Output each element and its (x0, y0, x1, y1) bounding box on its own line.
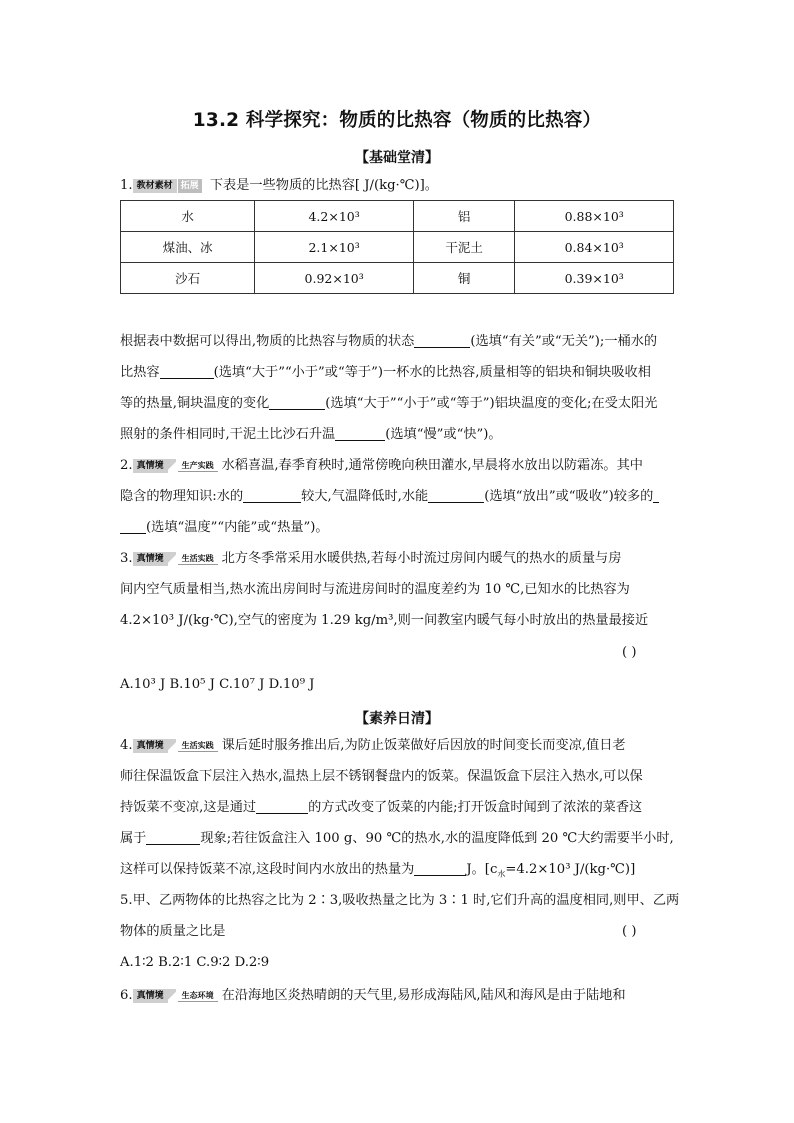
table-row (121, 201, 674, 232)
table-row (121, 232, 674, 263)
table-cell: 0.88×10³ (515, 201, 674, 232)
table-cell: 干泥土 (413, 232, 514, 263)
question-4-line-1: 4. 真情境 生活实践 课后延时服务推出后,为防止饭菜做好后因放的时间变长而变凉,值日老 (120, 738, 626, 753)
question-4-line-3: 持饭菜不变凉,这是通过 的方式改变了饭菜的内能;打开饭盒时闻到了浓浓的菜香这 (120, 800, 643, 815)
answer-blank[interactable] (428, 488, 484, 503)
question-1-line-3: 等的热量,铜块温度的变化 (选填“大于”“小于”或“等于”)铝块温度的变化;在受太阳光 (120, 396, 658, 411)
real-scenario-badge: 真情境 生活实践 (133, 552, 218, 566)
question-1-line-1: 根据表中数据可以得出,物质的比热容与物质的状态 (选填“有关”或“无关”);一桶水的 (120, 334, 658, 349)
question-2-line-3: (选填“温度”“内能”或“热量”)。 (120, 518, 676, 538)
answer-blank[interactable] (160, 364, 214, 379)
answer-blank[interactable] (414, 333, 470, 348)
question-2-line-2: 隐含的物理知识:水的 较大,气温降低时,水能 (选填“放出”或“吸收”)较多的 (120, 487, 676, 507)
table-cell: 煤油、冰 (121, 232, 255, 263)
real-scenario-badge: 真情境 生态环境 (133, 989, 218, 1003)
answer-blank[interactable] (653, 488, 659, 503)
table-cell: 铜 (413, 263, 514, 294)
question-3-line-1: 3. 真情境 生活实践 北方冬季常采用水暖供热,若每小时流过房间内暖气的热水的质量与房 (120, 551, 622, 566)
question-number: 2. (120, 458, 133, 473)
question-3-line-3: 4.2×10³ J/(kg·℃),空气的密度为 1.29 kg/m³,则一间教室内暖气每小时放出的热量最接近 (120, 613, 649, 628)
question-4-line-5: 这样可以保持饭菜不凉,这段时间内水放出的热量为 J。[$c_水=4.2\times 10^3$ J/(kg·℃)] (120, 862, 636, 879)
answer-blank[interactable] (414, 861, 466, 876)
question-5-line-2: 物体的质量之比是 (120, 924, 226, 939)
question-number: 1. (120, 178, 133, 193)
question-number: 3. (120, 551, 133, 566)
question-number: 4. (120, 738, 133, 753)
question-1-line-4: 照射的条件相同时,干泥土比沙石升温 (选填“慢”或“快”)。 (120, 427, 502, 442)
table-cell: 沙石 (121, 263, 255, 294)
question-2-line-1: 2. 真情境 生产实践 水稻喜温,春季育秧时,通常傍晚向秧田灌水,早晨将水放出以防霜冻。其中 (120, 458, 643, 473)
question-5-line-1: 5.甲、乙两物体的比热容之比为 2∶3,吸收热量之比为 3∶1 时,它们升高的温度相同,则甲、乙两 (120, 893, 680, 908)
answer-blank[interactable] (146, 830, 200, 845)
answer-blank[interactable] (269, 395, 325, 410)
table-cell: 水 (121, 201, 255, 232)
answer-parentheses[interactable]: ( ) (622, 924, 637, 939)
question-1-line-2: 比热容 (选填“大于”“小于”或“等于”)一杯水的比热容,质量相等的铝块和铜块吸收相 (120, 365, 651, 380)
question-1-intro (120, 176, 676, 196)
question-3-options: A.10³ J B.10⁵ J C.10⁷ J D.10⁹ J (120, 677, 315, 692)
table-cell: 4.2×10³ (255, 201, 414, 232)
question-3-line-2: 间内空气质量相当,热水流出房间时与流进房间时的温度差约为 10 ℃,已知水的比热容为 (120, 582, 630, 597)
answer-blank[interactable] (243, 488, 301, 503)
question-6-line-1: 6. 真情境 生态环境 在沿海地区炎热晴朗的天气里,易形成海陆风,陆风和海风是由于陆地和 (120, 988, 626, 1003)
table-cell: 2.1×10³ (255, 232, 414, 263)
question-4-line-2: 师往保温饭盒下层注入热水,温热上层不锈钢餐盘内的饭菜。保温饭盒下层注入热水,可以保 (120, 769, 643, 784)
table-cell: 0.84×10³ (515, 232, 674, 263)
answer-parentheses[interactable]: ( ) (622, 645, 637, 660)
question-number: 6. (120, 988, 133, 1003)
answer-blank[interactable] (256, 799, 308, 814)
question-5-options: A.1∶2 B.2∶1 C.9∶2 D.2∶9 (120, 955, 270, 970)
section-heading-literacy: 【素养日清】 (355, 711, 439, 727)
table-cell: 0.92×10³ (255, 263, 414, 294)
real-scenario-badge: 真情境 生产实践 (133, 459, 218, 473)
real-scenario-badge: 真情境 生活实践 (133, 739, 218, 753)
table-row (121, 263, 674, 294)
page-title: 13.2 科学探究：物质的比热容（物质的比热容） (192, 110, 602, 131)
table-cell: 0.39×10³ (515, 263, 674, 294)
answer-blank[interactable] (335, 426, 385, 441)
question-4-line-4: 属于 现象;若往饭盒注入 100 g、90 ℃的热水,水的温度降低到 20 ℃大约需要半小时, (120, 831, 674, 846)
answer-blank[interactable] (120, 519, 146, 534)
specific-heat-table (120, 200, 674, 294)
question-1-intro-text: 下表是一些物质的比热容[ J/(kg·℃)]。 (209, 178, 438, 193)
textbook-material-badge: 教材素材 拓展 (133, 179, 202, 193)
table-cell: 铝 (413, 201, 514, 232)
section-heading-basic: 【基础堂清】 (355, 150, 439, 166)
